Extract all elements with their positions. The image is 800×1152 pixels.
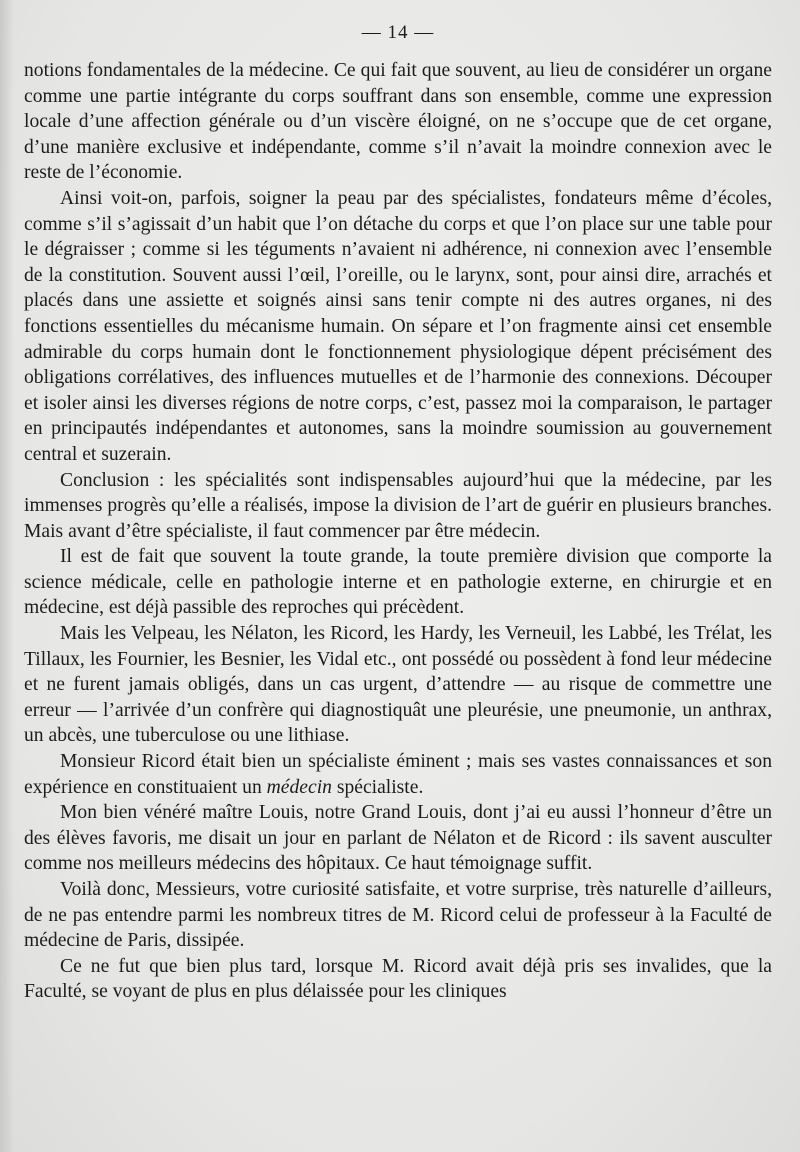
paragraph-text: Monsieur Ricord était bien un spécialiste éminent ; mais ses vastes connaissances et son expérience en constituaient un <box>24 751 772 798</box>
paragraph-p2 <box>24 186 772 468</box>
paragraph-text: Mon bien vénéré maître Louis, notre Grand Louis, dont j’ai eu aussi l’honneur d’être un des élèves favoris, me disait un jour en parlant de Nélaton et de Ricord : ils savent ausculter comme nos meilleurs médecins des hôpitaux. Ce haut témoignage suffit. <box>24 802 772 875</box>
paragraph-p1 <box>24 58 772 186</box>
book-page <box>24 18 772 1005</box>
paragraph-p7 <box>24 800 772 877</box>
paragraph-p4 <box>24 544 772 621</box>
paragraph-p5 <box>24 621 772 749</box>
paragraph-p8 <box>24 877 772 954</box>
paragraph-text: Conclusion : les spécialités sont indispensables aujourd’hui que la médecine, par les immenses progrès qu’elle a réalisés, impose la division de l’art de guérir en plusieurs branches. Mais avant d’être spécialiste, il faut commencer par être médecin. <box>24 469 772 542</box>
paragraph-text: Voilà donc, Messieurs, votre curiosité satisfaite, et votre surprise, très naturelle d’ailleurs, de ne pas entendre parmi les nombreux titres de M. Ricord celui de professeur à la Faculté de médecine de Paris, dissipée. <box>24 879 772 952</box>
paragraph-text: Ainsi voit-on, parfois, soigner la peau par des spécialistes, fondateurs même d’écoles, comme s’il s’agissait d’un habit que l’on détache du corps et que l’on place sur une table pour le dégraisser ; comme si les téguments n’avaient ni adhérence, ni connexion avec l’ensemble de la constitution. Souvent aussi l’œil, l’oreille, ou le larynx, sont, pour ainsi dire, arrachés et placés dans une assiette et soignés ainsi sans tenir compte ni des autres organes, ni des fonctions essentielles du mécanisme humain. On sépare et l’on fragmente ainsi cet ensemble admirable du corps humain dont le fonctionnement physiologique dépent précisément des obligations corrélatives, des influences mutuelles et de l’harmonie des connexions. Découper et isoler ainsi les diverses régions de notre corps, c’est, passez moi la comparaison, le partager en principautés indépendantes et autonomes, sans la moindre soumission au gouvernement central et suzerain. <box>24 187 772 465</box>
text-body <box>24 58 772 1005</box>
paragraph-text: Ce ne fut que bien plus tard, lorsque M. Ricord avait déjà pris ses invalides, que la Faculté, se voyant de plus en plus délaissée pour les cliniques <box>24 955 772 1003</box>
paragraph-text: notions fondamentales de la médecine. Ce qui fait que souvent, au lieu de considérer un organe comme une partie intégrante du corps souffrant dans son ensemble, comme une expression locale d’une affection générale ou d’un viscère éloigné, on ne s’occupe que de cet organe, d’une manière exclusive et indépendante, comme s’il n’avait la moindre connexion avec le reste de l’économie. <box>24 60 772 184</box>
paragraph-p3 <box>24 468 772 545</box>
paragraph-p9 <box>24 954 772 1005</box>
paragraph-text: Il est de fait que souvent la toute grande, la toute première division que comporte la science médicale, celle en pathologie interne et en pathologie externe, en chirurgie et en médecine, est déjà passible des reproches qui précèdent. <box>24 546 772 619</box>
page-number: — 14 — <box>361 22 435 43</box>
paragraph-p6 <box>24 749 772 800</box>
paragraph-text: Mais les Velpeau, les Nélaton, les Ricord, les Hardy, les Verneuil, les Labbé, les Trélat, les Tillaux, les Fournier, les Besnier, les Vidal etc., ont possédé ou possèdent à fond leur médecine et ne furent jamais obligés, dans un cas urgent, d’attendre — au risque de commettre une erreur — l’arrivée d’un confrère qui diagnostiquât une pleurésie, une pneumonie, un anthrax, un abcès, une tuberculose ou une lithiase. <box>24 623 772 747</box>
paragraph-text: spécialiste. <box>331 776 424 798</box>
italic-word: médecin <box>266 776 332 798</box>
page-edge-shadow <box>0 0 14 1152</box>
